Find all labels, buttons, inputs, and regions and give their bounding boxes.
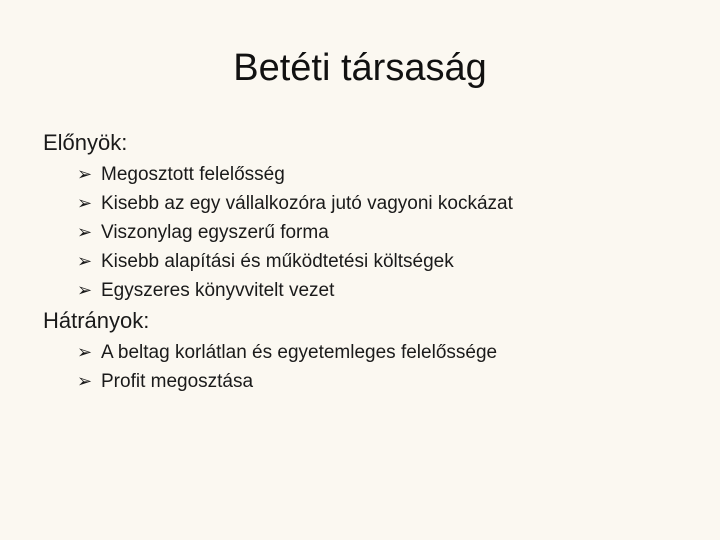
arrow-bullet-icon: ➢ [77, 280, 93, 300]
cons-list [77, 338, 497, 396]
list-item-text: Kisebb az egy vállalkozóra jutó vagyoni kockázat [101, 193, 513, 214]
list-item [77, 338, 497, 367]
list-item [77, 218, 513, 247]
list-item-text: A beltag korlátlan és egyetemleges felelőssége [101, 342, 498, 363]
list-item-text: Egyszeres könyvvitelt vezet [101, 280, 335, 301]
pros-list [77, 160, 513, 305]
list-item [77, 276, 513, 305]
arrow-bullet-icon: ➢ [77, 193, 93, 213]
list-item [77, 367, 497, 396]
pros-heading: Előnyök: [43, 130, 128, 155]
list-item-text: Kisebb alapítási és működtetési költségek [101, 251, 454, 272]
list-item [77, 247, 513, 276]
list-item-text: Megosztott felelősség [101, 164, 285, 185]
list-item [77, 160, 513, 189]
list-item [77, 189, 513, 218]
arrow-bullet-icon: ➢ [77, 222, 93, 242]
arrow-bullet-icon: ➢ [77, 371, 93, 391]
list-item-text: Profit megosztása [101, 371, 254, 392]
arrow-bullet-icon: ➢ [77, 342, 93, 362]
slide-title: Betéti társaság [233, 47, 487, 89]
arrow-bullet-icon: ➢ [77, 164, 93, 184]
arrow-bullet-icon: ➢ [77, 251, 93, 271]
list-item-text: Viszonylag egyszerű forma [101, 222, 329, 243]
cons-heading: Hátrányok: [43, 308, 150, 333]
